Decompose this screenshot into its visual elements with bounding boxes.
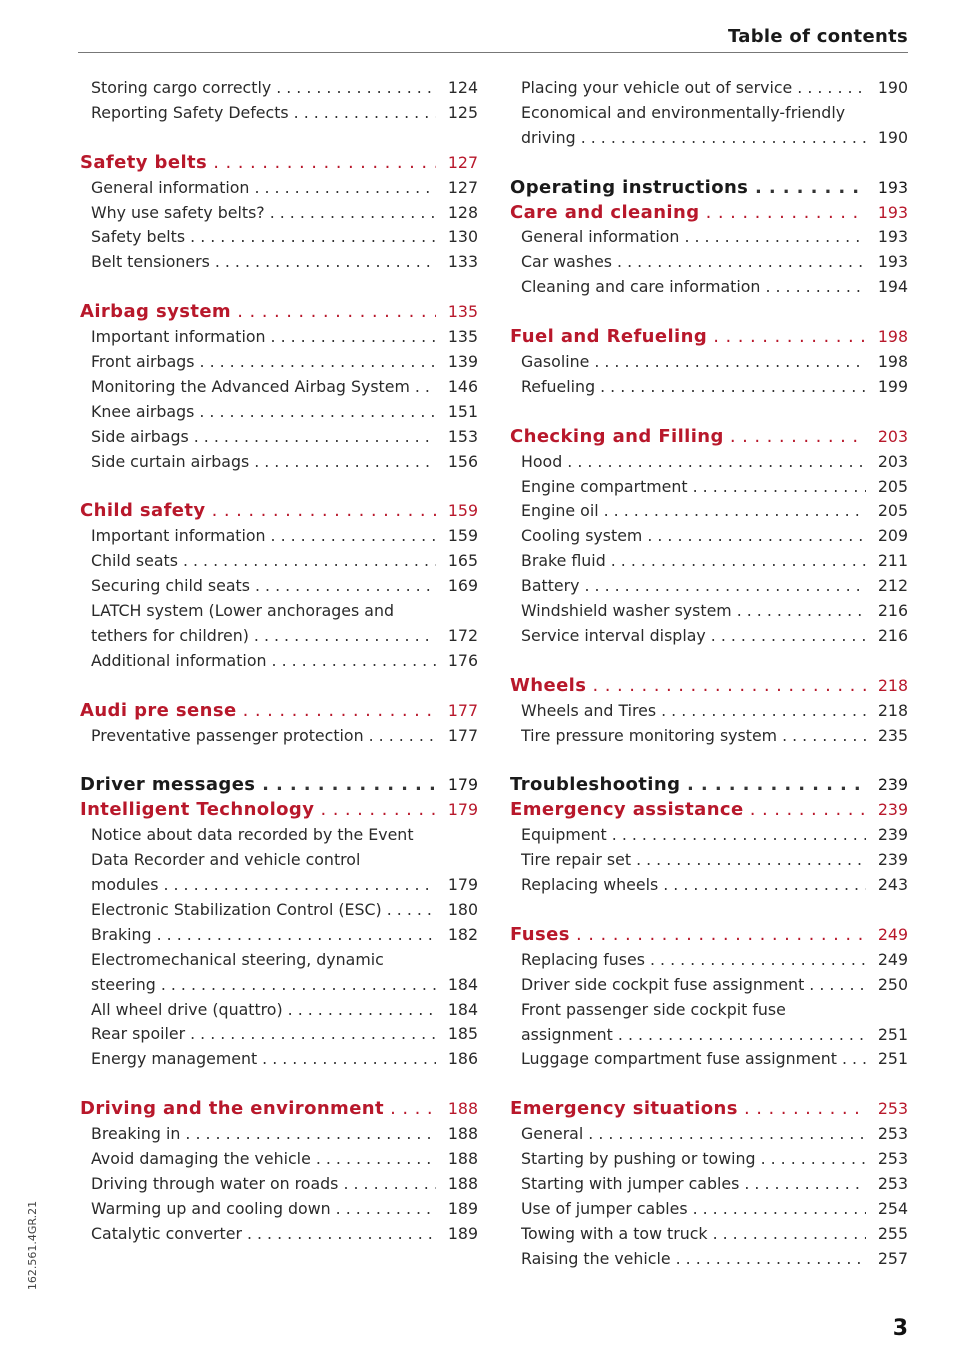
toc-entry-page: 216 [877, 601, 908, 621]
toc-entry[interactable] [510, 375, 908, 400]
toc-entry-page: 198 [877, 352, 908, 372]
toc-section-title: Airbag system . . . [80, 300, 436, 325]
toc-entry[interactable] [510, 973, 908, 998]
header-divider [78, 52, 908, 53]
toc-entry[interactable] [80, 76, 478, 101]
toc-entry[interactable] [80, 325, 478, 350]
toc-entry-title: Side curtain airbags . . . [91, 450, 436, 475]
toc-entry-title: Avoid damaging the vehicle . . . [91, 1147, 436, 1172]
toc-entry-page: 253 [877, 1124, 908, 1144]
toc-section-fuses[interactable] [510, 923, 908, 948]
toc-section-care-and-cleaning[interactable] [510, 201, 908, 226]
toc-entry[interactable] [510, 549, 908, 574]
toc-section-page: 218 [877, 675, 908, 695]
toc-entry-page: 249 [877, 949, 908, 969]
toc-entry-title: All wheel drive (quattro) . . . [91, 998, 436, 1023]
toc-entry[interactable] [80, 599, 478, 624]
toc-entry-page: 239 [877, 850, 908, 870]
toc-entry-page: 128 [447, 202, 478, 222]
toc-entry-title: Reporting Safety Defects . . . [91, 101, 436, 126]
toc-entry-title: Belt tensioners . . . [91, 250, 436, 275]
toc-entry[interactable] [80, 898, 478, 923]
toc-entry-page: 254 [877, 1198, 908, 1218]
toc-entry-title: Data Recorder and vehicle control [91, 850, 361, 870]
toc-entry[interactable] [80, 1047, 478, 1072]
toc-entry-page: 235 [877, 725, 908, 745]
toc-entry-page: 179 [447, 875, 478, 895]
toc-section-title: Checking and Filling . . . [510, 425, 866, 450]
toc-entry[interactable] [510, 1147, 908, 1172]
toc-entry-title: Breaking in . . . [91, 1122, 436, 1147]
toc-entry-title: Driver side cockpit fuse assignment . . . [521, 973, 866, 998]
toc-entry-page: 130 [447, 227, 478, 247]
toc-entry-title: Engine compartment . . . [521, 475, 866, 500]
toc-entry-title: Preventative passenger protection . . . [91, 724, 436, 749]
toc-entry-page: 257 [877, 1248, 908, 1268]
toc-entry-title: Replacing wheels . . . [521, 873, 866, 898]
toc-entry-page: 184 [447, 999, 478, 1019]
toc-entry-title: General information . . . [91, 176, 436, 201]
toc-entry-title: Car washes . . . [521, 250, 866, 275]
toc-section-page: 239 [877, 800, 908, 820]
toc-entry[interactable] [80, 948, 478, 973]
toc-entry-title: Braking . . . [91, 923, 436, 948]
toc-entry[interactable] [80, 425, 478, 450]
toc-entry-page: 251 [877, 1049, 908, 1069]
toc-entry-title: Starting by pushing or towing . . . [521, 1147, 866, 1172]
toc-entry-page: 186 [447, 1049, 478, 1069]
toc-section-page: 193 [877, 202, 908, 222]
toc-entry-title: Starting with jumper cables . . . [521, 1172, 866, 1197]
toc-section-driver-messages[interactable] [80, 773, 478, 798]
toc-entry[interactable] [80, 375, 478, 400]
toc-entry[interactable] [510, 998, 908, 1023]
toc-section-title: Safety belts . . . [80, 151, 436, 176]
toc-entry[interactable] [510, 599, 908, 624]
toc-entry[interactable] [510, 275, 908, 300]
toc-entry-title: Monitoring the Advanced Airbag System . . . [91, 375, 436, 400]
toc-entry-title: Service interval display . . . [521, 624, 866, 649]
toc-entry-title: Notice about data recorded by the Event [91, 825, 414, 845]
toc-section-child-safety[interactable] [80, 499, 478, 524]
toc-entry-title: LATCH system (Lower anchorages and [91, 601, 394, 621]
toc-entry[interactable] [80, 574, 478, 599]
toc-entry-title: Knee airbags . . . [91, 400, 436, 425]
toc-entry-page: 188 [447, 1148, 478, 1168]
toc-entry-title: Why use safety belts? . . . [91, 201, 436, 226]
toc-section-checking-and-filling[interactable] [510, 425, 908, 450]
toc-entry[interactable] [80, 823, 478, 848]
toc-entry[interactable] [510, 126, 908, 151]
toc-entry-title: Storing cargo correctly . . . [91, 76, 436, 101]
toc-entry-title: Tire pressure monitoring system . . . [521, 724, 866, 749]
toc-entry-title: Energy management . . . [91, 1047, 436, 1072]
toc-entry[interactable] [80, 848, 478, 873]
toc-section-title: Operating instructions . . . [510, 176, 866, 201]
toc-entry-page: 193 [877, 252, 908, 272]
toc-entry[interactable] [80, 101, 478, 126]
toc-section-emergency-situations[interactable] [510, 1097, 908, 1122]
toc-entry[interactable] [510, 624, 908, 649]
toc-entry-page: 203 [877, 451, 908, 471]
toc-entry[interactable] [80, 1022, 478, 1047]
toc-entry[interactable] [510, 1023, 908, 1048]
toc-entry[interactable] [80, 176, 478, 201]
toc-section-page: 198 [877, 327, 908, 347]
toc-entry-title: Gasoline . . . [521, 350, 866, 375]
toc-section-page: 203 [877, 426, 908, 446]
toc-entry-title: Driving through water on roads . . . [91, 1172, 436, 1197]
toc-entry[interactable] [510, 450, 908, 475]
toc-entry-page: 127 [447, 177, 478, 197]
toc-entry-title: Battery . . . [521, 574, 866, 599]
toc-entry-title: Rear spoiler . . . [91, 1022, 436, 1047]
toc-entry-page: 124 [447, 78, 478, 97]
toc-entry[interactable] [510, 873, 908, 898]
toc-entry-title: Wheels and Tires . . . [521, 699, 866, 724]
toc-entry-page: 205 [877, 476, 908, 496]
toc-entry-page: 133 [447, 252, 478, 272]
toc-entry-page: 243 [877, 875, 908, 895]
toc-section-title: Emergency assistance . . . [510, 798, 866, 823]
toc-section-title: Fuel and Refueling . . . [510, 325, 866, 350]
toc-section-wheels[interactable] [510, 674, 908, 699]
toc-entry[interactable] [80, 1122, 478, 1147]
toc-entry-page: 165 [447, 551, 478, 571]
toc-entry-page: 188 [447, 1124, 478, 1144]
toc-left-column [80, 76, 478, 1247]
toc-section-page: 127 [447, 152, 478, 172]
toc-entry-title: Front airbags . . . [91, 350, 436, 375]
toc-entry-title: Warming up and cooling down . . . [91, 1197, 436, 1222]
toc-entry-title: Securing child seats . . . [91, 574, 436, 599]
toc-section-troubleshooting[interactable] [510, 773, 908, 798]
toc-entry[interactable] [510, 101, 908, 126]
toc-entry[interactable] [510, 225, 908, 250]
toc-section-title: Care and cleaning . . . [510, 201, 866, 226]
toc-entry[interactable] [510, 250, 908, 275]
toc-entry[interactable] [80, 201, 478, 226]
document-code [23, 1170, 43, 1320]
toc-entry-title: assignment . . . [521, 1023, 866, 1048]
toc-section-page: 179 [447, 775, 478, 795]
toc-entry-page: 125 [447, 102, 478, 122]
toc-entry-page: 185 [447, 1024, 478, 1044]
toc-entry-page: 159 [447, 526, 478, 546]
toc-entry-title: Cleaning and care information . . . [521, 275, 866, 300]
toc-entry[interactable] [510, 475, 908, 500]
toc-entry[interactable] [510, 724, 908, 749]
toc-section-driving-and-the-environment[interactable] [80, 1097, 478, 1122]
toc-entry-title: Tire repair set . . . [521, 848, 866, 873]
toc-entry-page: 156 [447, 451, 478, 471]
toc-entry-page: 189 [447, 1198, 478, 1218]
toc-entry-page: 190 [877, 78, 908, 97]
toc-entry[interactable] [80, 350, 478, 375]
toc-entry-page: 172 [447, 625, 478, 645]
toc-entry[interactable] [80, 450, 478, 475]
toc-entry-title: Use of jumper cables . . . [521, 1197, 866, 1222]
toc-section-title: Fuses . . . [510, 923, 866, 948]
toc-entry-title: Additional information . . . [91, 649, 436, 674]
toc-entry[interactable] [80, 225, 478, 250]
toc-entry-page: 135 [447, 327, 478, 347]
toc-entry-page: 209 [877, 526, 908, 546]
toc-entry-page: 169 [447, 576, 478, 596]
toc-entry[interactable] [80, 724, 478, 749]
toc-entry-page: 177 [447, 725, 478, 745]
toc-entry-page: 146 [447, 376, 478, 396]
toc-entry-page: 188 [447, 1173, 478, 1193]
page-header-title: Table of contents [728, 26, 908, 47]
toc-entry[interactable] [80, 1222, 478, 1247]
toc-entry[interactable] [510, 1197, 908, 1222]
toc-entry[interactable] [510, 1247, 908, 1272]
toc-entry-page: 199 [877, 376, 908, 396]
toc-entry[interactable] [80, 549, 478, 574]
toc-entry-title: Safety belts . . . [91, 225, 436, 250]
toc-entry[interactable] [80, 1147, 478, 1172]
toc-entry-page: 218 [877, 700, 908, 720]
toc-entry[interactable] [510, 1222, 908, 1247]
toc-section-page: 135 [447, 302, 478, 322]
toc-entry[interactable] [510, 823, 908, 848]
toc-entry-title: Equipment . . . [521, 823, 866, 848]
toc-entry[interactable] [510, 848, 908, 873]
document-code-text: 162.561.4GR.21 [26, 1200, 40, 1290]
toc-entry-page: 176 [447, 650, 478, 670]
toc-entry[interactable] [510, 574, 908, 599]
toc-entry-title: Replacing fuses . . . [521, 948, 866, 973]
toc-entry-title: Raising the vehicle . . . [521, 1247, 866, 1272]
toc-entry-title: Important information . . . [91, 325, 436, 350]
toc-entry-title: Electronic Stabilization Control (ESC) . . . [91, 898, 436, 923]
toc-entry-page: 216 [877, 625, 908, 645]
toc-entry-title: Windshield washer system . . . [521, 599, 866, 624]
toc-entry-page: 182 [447, 924, 478, 944]
toc-section-page: 159 [447, 501, 478, 521]
toc-entry-page: 139 [447, 352, 478, 372]
toc-entry[interactable] [510, 499, 908, 524]
toc-entry-title: modules . . . [91, 873, 436, 898]
toc-section-title: Wheels . . . [510, 674, 866, 699]
toc-entry[interactable] [510, 699, 908, 724]
toc-entry-title: Important information . . . [91, 524, 436, 549]
toc-entry[interactable] [510, 1122, 908, 1147]
toc-section-page: 249 [877, 924, 908, 944]
toc-section-title: Child safety . . . [80, 499, 436, 524]
toc-entry-page: 251 [877, 1024, 908, 1044]
toc-right-column [510, 76, 908, 1272]
toc-entry-title: General information . . . [521, 225, 866, 250]
toc-section-audi-pre-sense[interactable] [80, 699, 478, 724]
toc-entry-page: 239 [877, 825, 908, 845]
toc-entry-title: Child seats . . . [91, 549, 436, 574]
toc-entry[interactable] [80, 400, 478, 425]
toc-entry[interactable] [80, 1172, 478, 1197]
toc-entry-page: 250 [877, 974, 908, 994]
toc-entry-title: Hood . . . [521, 450, 866, 475]
toc-entry-page: 193 [877, 227, 908, 247]
toc-section-title: Driver messages . . . [80, 773, 436, 798]
toc-entry-title: Cooling system . . . [521, 524, 866, 549]
toc-entry-title: Engine oil . . . [521, 499, 866, 524]
toc-entry-page: 190 [877, 127, 908, 147]
toc-entry-page: 253 [877, 1173, 908, 1193]
toc-entry[interactable] [510, 350, 908, 375]
toc-entry-title: Brake fluid . . . [521, 549, 866, 574]
toc-section-page: 188 [447, 1099, 478, 1119]
toc-entry-title: Electromechanical steering, dynamic [91, 949, 384, 969]
toc-entry-page: 189 [447, 1223, 478, 1243]
toc-entry[interactable] [80, 873, 478, 898]
toc-section-airbag-system[interactable] [80, 300, 478, 325]
toc-section-title: Driving and the environment . . . [80, 1097, 436, 1122]
toc-entry[interactable] [510, 948, 908, 973]
toc-section-page: 177 [447, 700, 478, 720]
toc-section-fuel-and-refueling[interactable] [510, 325, 908, 350]
toc-section-emergency-assistance[interactable] [510, 798, 908, 823]
toc-section-safety-belts[interactable] [80, 151, 478, 176]
toc-entry-title: Towing with a tow truck . . . [521, 1222, 866, 1247]
toc-entry-title: steering . . . [91, 973, 436, 998]
toc-section-page: 239 [877, 775, 908, 795]
toc-entry[interactable] [80, 998, 478, 1023]
toc-section-intelligent-technology[interactable] [80, 798, 478, 823]
toc-entry-page: 194 [877, 277, 908, 297]
toc-entry[interactable] [80, 973, 478, 998]
toc-entry-title: Refueling . . . [521, 375, 866, 400]
toc-entry-title: Front passenger side cockpit fuse [521, 999, 786, 1019]
toc-section-title: Audi pre sense . . . [80, 699, 436, 724]
toc-entry[interactable] [510, 76, 908, 101]
toc-entry-title: driving . . . [521, 126, 866, 151]
toc-entry-page: 253 [877, 1149, 908, 1169]
toc-entry-page: 151 [447, 401, 478, 421]
toc-entry[interactable] [510, 1172, 908, 1197]
toc-entry[interactable] [80, 923, 478, 948]
toc-entry-title: Side airbags . . . [91, 425, 436, 450]
toc-section-page: 193 [877, 177, 908, 197]
toc-section-title: Emergency situations . . . [510, 1097, 866, 1122]
toc-section-title: Intelligent Technology . . . [80, 798, 436, 823]
toc-entry[interactable] [510, 524, 908, 549]
toc-entry[interactable] [510, 1047, 908, 1072]
toc-entry-page: 180 [447, 899, 478, 919]
toc-entry[interactable] [80, 250, 478, 275]
toc-entry-title: tethers for children) . . . [91, 624, 436, 649]
toc-entry-page: 211 [877, 551, 908, 571]
toc-entry[interactable] [80, 624, 478, 649]
toc-entry-title: Placing your vehicle out of service . . . [521, 76, 866, 101]
toc-entry-title: Catalytic converter . . . [91, 1222, 436, 1247]
toc-entry-page: 153 [447, 426, 478, 446]
toc-entry-page: 184 [447, 974, 478, 994]
page-number: 3 [892, 1316, 908, 1341]
toc-entry[interactable] [80, 649, 478, 674]
toc-entry-title: General . . . [521, 1122, 866, 1147]
toc-entry-page: 255 [877, 1223, 908, 1243]
toc-entry[interactable] [80, 524, 478, 549]
toc-entry-page: 212 [877, 576, 908, 596]
toc-section-operating-instructions[interactable] [510, 176, 908, 201]
toc-section-page: 179 [447, 800, 478, 820]
toc-entry-title: Economical and environmentally-friendly [521, 102, 846, 122]
toc-section-title: Troubleshooting . . . [510, 773, 866, 798]
toc-entry-title: Luggage compartment fuse assignment . . . [521, 1047, 866, 1072]
toc-entry[interactable] [80, 1197, 478, 1222]
toc-entry-page: 205 [877, 501, 908, 521]
toc-section-page: 253 [877, 1099, 908, 1119]
